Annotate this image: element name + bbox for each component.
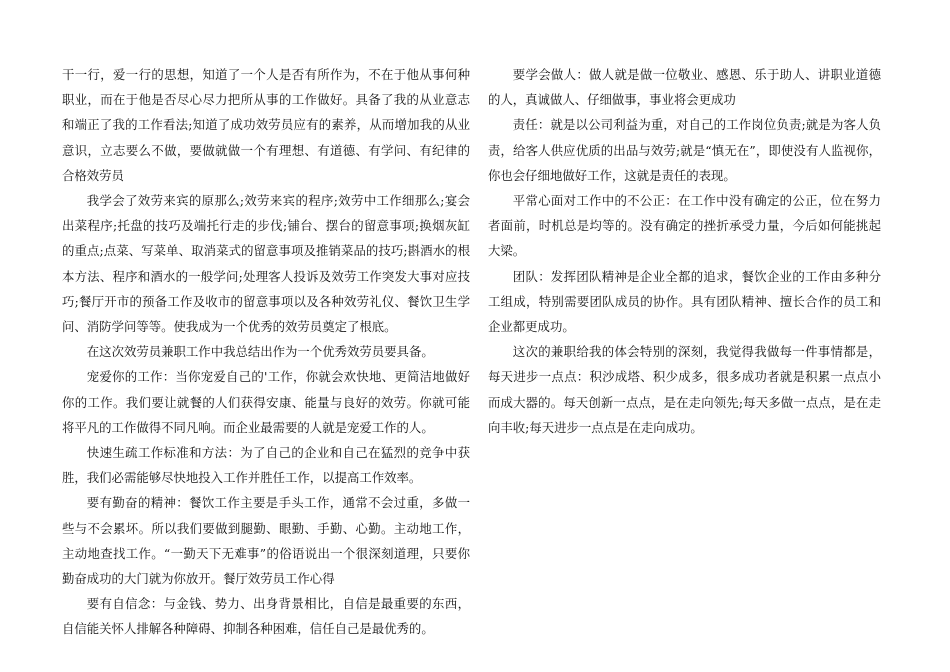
paragraph: 快速生疏工作标准和方法：为了自己的企业和自己在猛烈的竞争中获胜，我们必需能够尽快地投入工作并胜任工作，以提高工作效率。 <box>62 445 470 486</box>
paragraph: 宠爱你的工作：当你宠爱自己的'工作，你就会欢快地、更简洁地做好你的工作。我们要让就餐的人们获得安康、能量与良好的效劳。你就可能将平凡的工作做得不同凡响。而企业最需要的人就是宠爱工作的人。 <box>62 369 470 435</box>
paragraph: 要有勤奋的精神：餐饮工作主要是手头工作，通常不会过重，多做一些与不会累坏。所以我们要做到腿勤、眼勤、手勤、心勤。主动地工作，主动地查找工作。“一勤天下无难事”的俗语说出一个很深刻道理，只要你勤奋成功的大门就为你放开。餐厅效劳员工作心得 <box>62 495 470 587</box>
paragraph: 在这次效劳员兼职工作中我总结出作为一个优秀效劳员要具备。 <box>86 344 434 360</box>
paragraph: 干一行，爱一行的思想，知道了一个人是否有所作为，不在于他从事何种职业，而在于他是否尽心尽力把所从事的工作做好。具备了我的从业意志和端正了我的工作看法;知道了成功效劳员应有的素养，从而增加我的从业意识，立志要么不做，要做就做一个有理想、有道德、有学问、有纪律的合格效劳员 <box>62 67 470 183</box>
left-column <box>62 62 470 642</box>
paragraph: 要有自信念：与金钱、势力、出身背景相比，自信是最重要的东西，自信能关怀人排解各种障碍、抑制各种困难，信任自己是最优秀的。 <box>62 596 470 637</box>
paragraph: 责任：就是以公司利益为重，对自己的工作岗位负责;就是为客人负责，给客人供应优质的出品与效劳;就是“慎无在”，即使没有人监视你，你也会仔细地做好工作，这就是责任的表现。 <box>488 117 881 183</box>
right-column <box>488 62 881 440</box>
paragraph: 这次的兼职给我的体会特别的深刻，我觉得我做每一件事情都是，每天进步一点点：积沙成塔、积少成多，很多成功者就是积累一点点小而成大器的。每天创新一点点，是在走向领先;每天多做一点点，是在走向丰收;每天进步一点点是在走向成功。 <box>488 344 881 435</box>
paragraph: 要学会做人：做人就是做一位敬业、感恩、乐于助人、讲职业道德的人，真诚做人、仔细做事，事业将会更成功 <box>488 67 881 108</box>
paragraph: 我学会了效劳来宾的原那么;效劳来宾的程序;效劳中工作细那么;宴会出菜程序;托盘的技巧及端托行走的步伐;铺台、摆台的留意事项;换烟灰缸的重点;点菜、写菜单、取消菜式的留意事项及推销菜品的技巧;斟酒水的根本方法、程序和酒水的一般学问;处理客人投诉及效劳工作突发大事对应技巧;餐厅开市的预备工作及收市的留意事项以及各种效劳礼仪、餐饮卫生学问、消防学问等等。使我成为一个优秀的效劳员奠定了根底。 <box>62 193 470 335</box>
paragraph: 团队：发挥团队精神是企业全都的追求，餐饮企业的工作由多种分工组成，特别需要团队成员的协作。具有团队精神、擅长合作的员工和企业都更成功。 <box>488 268 881 335</box>
paragraph: 平常心面对工作中的不公正：在工作中没有确定的公正，位在努力者面前，时机总是均等的。没有确定的挫折承受力量，今后如何能挑起大梁。 <box>488 193 881 259</box>
